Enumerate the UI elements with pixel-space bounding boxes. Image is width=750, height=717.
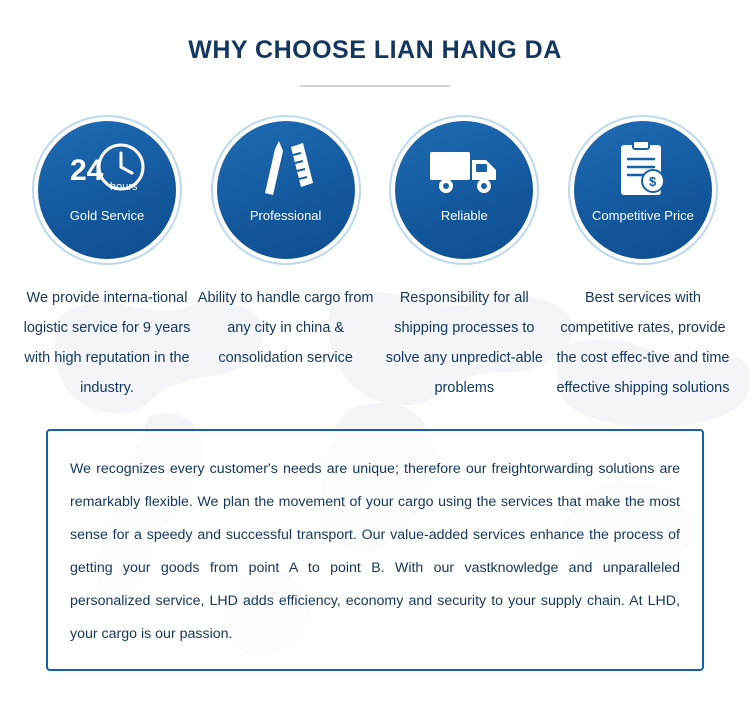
feature-description: Responsibility for all shipping processes to solve any unpredict-able problems	[385, 290, 543, 396]
feature-item	[197, 115, 375, 403]
feature-caption: Competitive Price	[592, 208, 694, 223]
pencil-ruler-icon	[251, 137, 321, 203]
feature-caption: Gold Service	[69, 208, 145, 223]
feature-icon-ring	[568, 115, 718, 265]
feature-description: Ability to handle cargo from any city in china & consolidation service	[197, 290, 374, 366]
feature-icon-ring	[32, 115, 182, 265]
delivery-truck-icon	[426, 137, 502, 203]
feature-icon-circle	[217, 121, 355, 259]
feature-caption: Reliable	[440, 208, 488, 223]
feature-item	[375, 115, 553, 403]
svg-text:24: 24	[70, 154, 104, 187]
feature-caption: Professional	[249, 208, 322, 223]
clock-24-hours-icon	[64, 137, 150, 203]
feature-icon-ring	[389, 115, 539, 265]
statement-box	[46, 429, 704, 671]
feature-description: Best services with competitive rates, provide the cost effec-tive and time effective shipping solutions	[556, 290, 730, 396]
feature-item	[554, 115, 732, 403]
feature-icon-circle	[395, 121, 533, 259]
statement-text: We recognizes every customer's needs are unique; therefore our freightorwarding solutions are remarkably flexible. We plan the movement of your cargo using the services that make the most sense for a speedy and successful transport. Our value-added services enhance the process of getting your goods from point A to point B. With our vastknowledge and unparalleled personalized service, LHD adds efficiency, economy and security to your supply chain. At LHD, your cargo is our passion.	[70, 461, 680, 642]
feature-icon-circle	[574, 121, 712, 259]
page-root	[0, 36, 750, 671]
features-row	[0, 87, 750, 403]
feature-icon-circle	[38, 121, 176, 259]
feature-item	[18, 115, 196, 403]
page-title: WHY CHOOSE LIAN HANG DA	[188, 36, 562, 64]
svg-text:$: $	[648, 174, 657, 189]
svg-text:hours: hours	[110, 181, 138, 193]
feature-description: We provide interna-tional logistic service for 9 years with high reputation in the industry.	[23, 290, 191, 396]
price-clipboard-icon	[613, 137, 673, 203]
feature-icon-ring	[211, 115, 361, 265]
